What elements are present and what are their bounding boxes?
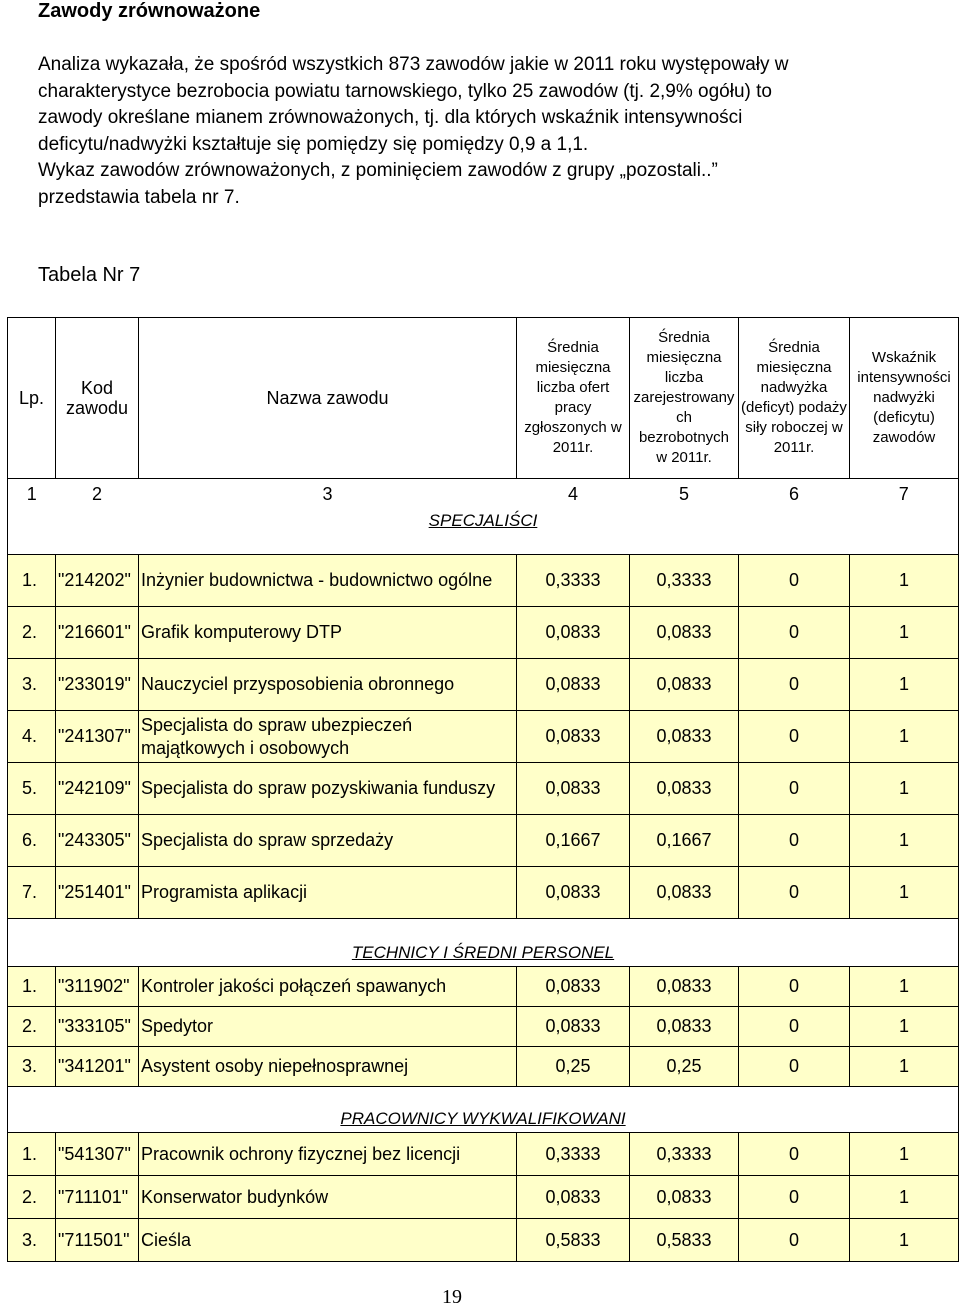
cell-nazwa: Specjalista do spraw ubezpieczeń majątkowych i osobowych [139,711,517,763]
table-row [8,763,959,815]
cell-nazwa: Specjalista do spraw pozyskiwania funduszy [139,763,517,815]
column-number: 5 [630,479,739,510]
cell-oferty: 0,5833 [517,1219,630,1262]
cell-kod: "711501" [56,1219,139,1262]
cell-oferty: 0,3333 [517,1133,630,1176]
cell-lp: 3. [8,1047,56,1087]
cell-wskaznik: 1 [850,711,959,763]
cell-lp: 3. [8,659,56,711]
paragraph-line: przedstawia tabela nr 7. [38,186,240,208]
cell-lp: 1. [8,967,56,1007]
table-row [8,607,959,659]
cell-lp: 7. [8,867,56,919]
cell-wskaznik: 1 [850,1133,959,1176]
cell-nadwyzka: 0 [739,967,850,1007]
cell-nadwyzka: 0 [739,711,850,763]
table-row [8,1133,959,1176]
cell-lp: 1. [8,1133,56,1176]
cell-nazwa: Grafik komputerowy DTP [139,607,517,659]
cell-oferty: 0,0833 [517,867,630,919]
cell-nadwyzka: 0 [739,763,850,815]
cell-kod: "243305" [56,815,139,867]
paragraph-line: Analiza wykazała, że spośród wszystkich 873 zawodów jakie w 2011 roku występowały w [38,54,789,75]
header-oferty: Średnia miesięczna liczba ofert pracy zgłoszonych w 2011r. [517,318,630,479]
cell-nazwa: Kontroler jakości połączeń spawanych [139,967,517,1007]
paragraph-line: charakterystyce bezrobocia powiatu tarnowskiego, tylko 25 zawodów (tj. 2,9% ogółu) to [38,80,772,102]
cell-lp: 2. [8,1007,56,1047]
cell-lp: 4. [8,711,56,763]
cell-nadwyzka: 0 [739,867,850,919]
cell-lp: 2. [8,1176,56,1219]
cell-nadwyzka: 0 [739,1007,850,1047]
cell-wskaznik: 1 [850,1219,959,1262]
table-label: Tabela Nr 7 [38,264,141,286]
cell-nadwyzka: 0 [739,1133,850,1176]
column-number: 3 [139,479,517,510]
professions-table [7,317,959,1262]
cell-wskaznik: 1 [850,1176,959,1219]
cell-nazwa: Konserwator budynków [139,1176,517,1219]
cell-kod: "333105" [56,1007,139,1047]
cell-oferty: 0,0833 [517,711,630,763]
cell-nazwa: Nauczyciel przysposobienia obronnego [139,659,517,711]
cell-kod: "216601" [56,607,139,659]
header-nadwyzka: Średnia miesięczna nadwyżka (deficyt) podaży siły roboczej w 2011r. [739,318,850,479]
cell-bezrobotni: 0,0833 [630,607,739,659]
paragraph-line: zawody określane mianem zrównoważonych, tj. dla których wskaźnik intensywności [38,107,743,128]
cell-nazwa: Pracownik ochrony fizycznej bez licencji [139,1133,517,1176]
header-lp: Lp. [8,318,56,479]
column-number: 6 [739,479,850,510]
table-row [8,867,959,919]
cell-lp: 5. [8,763,56,815]
cell-kod: "233019" [56,659,139,711]
cell-wskaznik: 1 [850,607,959,659]
cell-oferty: 0,3333 [517,555,630,607]
intro-paragraph [38,52,866,211]
header-wskaznik: Wskaźnik intensywności nadwyżki (deficytu) zawodów [850,318,959,479]
header-kod: Kod zawodu [56,318,139,479]
cell-bezrobotni: 0,0833 [630,967,739,1007]
cell-oferty: 0,0833 [517,1007,630,1047]
cell-nazwa: Specjalista do spraw sprzedaży [139,815,517,867]
column-number: 2 [56,479,139,510]
cell-wskaznik: 1 [850,867,959,919]
paragraph-line: Wykaz zawodów zrównoważonych, z pominięciem zawodów z grupy „pozostali..” [38,160,718,181]
table-row [8,659,959,711]
header-bezrobotni: Średnia miesięczna liczba zarejestrowany ch bezrobotnych w 2011r. [630,318,739,479]
cell-oferty: 0,0833 [517,1176,630,1219]
cell-bezrobotni: 0,0833 [630,1007,739,1047]
cell-lp: 1. [8,555,56,607]
cell-nadwyzka: 0 [739,1047,850,1087]
cell-kod: "241307" [56,711,139,763]
cell-oferty: 0,1667 [517,815,630,867]
paragraph-line: deficytu/nadwyżki kształtuje się pomiędzy się pomiędzy 0,9 a 1,1. [38,133,589,155]
table-row [8,1219,959,1262]
section-heading: Zawody zrównoważone [38,0,261,22]
cell-oferty: 0,0833 [517,967,630,1007]
table-row [8,1007,959,1047]
cell-wskaznik: 1 [850,815,959,867]
cell-nadwyzka: 0 [739,1219,850,1262]
cell-lp: 6. [8,815,56,867]
cell-bezrobotni: 0,0833 [630,659,739,711]
cell-nazwa: Asystent osoby niepełnosprawnej [139,1047,517,1087]
cell-kod: "214202" [56,555,139,607]
group-title: PRACOWNICY WYKWALIFIKOWANI [8,1087,959,1133]
cell-nadwyzka: 0 [739,1176,850,1219]
cell-nazwa: Programista aplikacji [139,867,517,919]
table-row [8,711,959,763]
cell-nadwyzka: 0 [739,659,850,711]
cell-nazwa: Spedytor [139,1007,517,1047]
group-title: SPECJALIŚCI [8,509,959,555]
table-row [8,967,959,1007]
cell-bezrobotni: 0,0833 [630,867,739,919]
cell-lp: 2. [8,607,56,659]
cell-nadwyzka: 0 [739,555,850,607]
cell-nazwa: Cieśla [139,1219,517,1262]
table-row [8,555,959,607]
cell-kod: "251401" [56,867,139,919]
cell-kod: "711101" [56,1176,139,1219]
cell-kod: "541307" [56,1133,139,1176]
table-row [8,815,959,867]
cell-wskaznik: 1 [850,1007,959,1047]
cell-bezrobotni: 0,0833 [630,711,739,763]
cell-nadwyzka: 0 [739,607,850,659]
cell-wskaznik: 1 [850,659,959,711]
cell-bezrobotni: 0,3333 [630,1133,739,1176]
cell-kod: "341201" [56,1047,139,1087]
column-number: 7 [850,479,959,510]
cell-nazwa: Inżynier budownictwa - budownictwo ogólne [139,555,517,607]
cell-wskaznik: 1 [850,763,959,815]
cell-wskaznik: 1 [850,967,959,1007]
cell-bezrobotni: 0,25 [630,1047,739,1087]
cell-bezrobotni: 0,0833 [630,1176,739,1219]
cell-bezrobotni: 0,1667 [630,815,739,867]
column-number: 4 [517,479,630,510]
cell-wskaznik: 1 [850,555,959,607]
cell-kod: "242109" [56,763,139,815]
cell-nadwyzka: 0 [739,815,850,867]
cell-wskaznik: 1 [850,1047,959,1087]
page-number: 19 [442,1286,462,1308]
header-nazwa: Nazwa zawodu [139,318,517,479]
cell-oferty: 0,0833 [517,607,630,659]
cell-bezrobotni: 0,5833 [630,1219,739,1262]
cell-bezrobotni: 0,3333 [630,555,739,607]
cell-oferty: 0,0833 [517,763,630,815]
table-row [8,1047,959,1087]
cell-oferty: 0,0833 [517,659,630,711]
column-number: 1 [8,479,56,510]
cell-kod: "311902" [56,967,139,1007]
group-title: TECHNICY I ŚREDNI PERSONEL [8,919,959,967]
cell-bezrobotni: 0,0833 [630,763,739,815]
cell-lp: 3. [8,1219,56,1262]
table-row [8,1176,959,1219]
cell-oferty: 0,25 [517,1047,630,1087]
